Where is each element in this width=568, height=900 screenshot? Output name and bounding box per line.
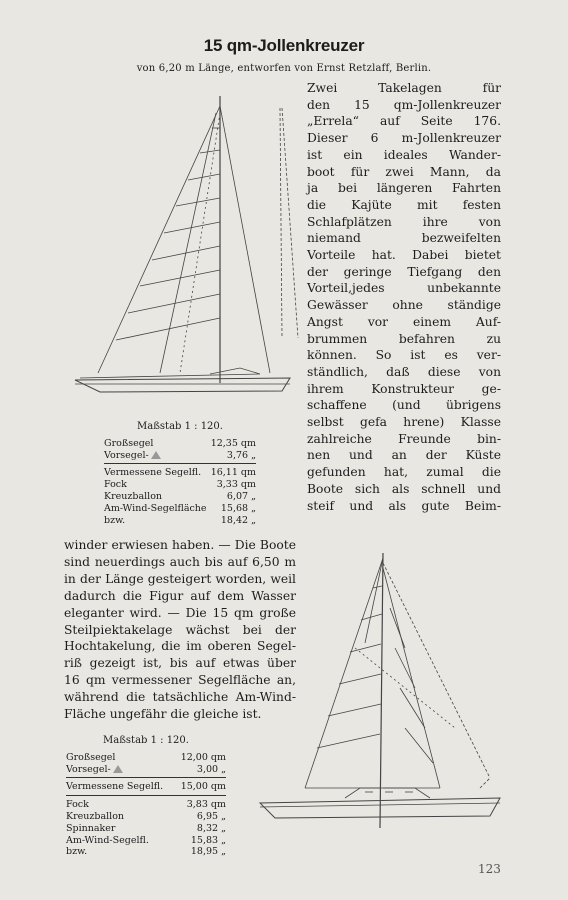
- text-line: brummen befahren zu: [307, 331, 501, 346]
- text-line: können. So ist es ver-: [307, 348, 501, 363]
- text-line: Vorteil,jedes unbekannte: [307, 281, 501, 296]
- text-line: Steilpiektakelage wächst bei der: [64, 622, 296, 637]
- scale-label: Maßstab 1 : 120.: [103, 735, 189, 746]
- spec-table-bottom: [66, 735, 226, 858]
- triangle-icon: [113, 765, 123, 773]
- text-line: während die tatsächliche Am-Wind-: [64, 690, 296, 705]
- text-line: den 15 qm-Jollenkreuzer: [307, 97, 501, 112]
- text-line: schaffene (und übrigens: [307, 398, 501, 413]
- text-line: Gewässer ohne ständige: [307, 298, 501, 313]
- text-line: Boote sich als schnell und: [307, 481, 501, 496]
- text-line: riß gezeigt ist, bis auf etwas über: [64, 656, 296, 671]
- text-line: Zwei Takelagen für: [307, 81, 501, 95]
- page-subtitle: von 6,20 m Länge, entworfen von Ernst Retzlaff, Berlin.: [136, 63, 432, 74]
- spec-row: Großsegel 12,35 qm: [104, 437, 256, 449]
- text-line: niemand bezweifelten: [307, 231, 501, 246]
- triangle-icon: [151, 451, 161, 459]
- page-number: 123: [478, 862, 501, 876]
- text-line: Hochtakelung, die im oberen Segel-: [64, 639, 296, 654]
- divider: [66, 795, 226, 796]
- right-column-text: [307, 80, 501, 514]
- spec-row: Fock 3,83 qm: [66, 799, 226, 811]
- spec-row: Kreuzballon 6,95 „: [66, 810, 226, 822]
- text-line: der geringe Tiefgang den: [307, 264, 501, 279]
- spec-row: bzw. 18,42 „: [104, 514, 256, 526]
- text-line: Schlafplätzen ihre von: [307, 214, 501, 229]
- spec-row: Kreuzballon 6,07 „: [104, 490, 256, 502]
- spec-row: Am-Wind-Segelfläche 15,68 „: [104, 502, 256, 514]
- spec-row: Vermessene Segelfl. 15,00 qm: [66, 781, 226, 793]
- divider: [66, 777, 226, 778]
- spec-row: Fock 3,33 qm: [104, 479, 256, 491]
- page-title: 15 qm-Jollenkreuzer: [203, 36, 365, 55]
- text-line: ständlich, daß diese von: [307, 364, 501, 379]
- text-line: zahlreiche Freunde bin-: [307, 431, 501, 446]
- text-line: ja bei längeren Fahrten: [307, 181, 501, 196]
- spec-table-top: [104, 421, 256, 526]
- spec-row: Großsegel 12,00 qm: [66, 751, 226, 763]
- spec-row: Am-Wind-Segelfl. 15,83 „: [66, 834, 226, 846]
- text-line: ist ein ideales Wander-: [307, 147, 501, 162]
- text-line: 16 qm vermessener Segelfläche an,: [64, 673, 296, 688]
- text-line: dadurch die Figur auf dem Wasser: [64, 588, 296, 603]
- text-line: „Errela“ auf Seite 176.: [307, 114, 501, 129]
- text-line: ihrem Konstrukteur ge-: [307, 381, 501, 396]
- sail-plan-top-drawing: [60, 88, 310, 408]
- text-line: eleganter wird. — Die 15 qm große: [64, 605, 296, 620]
- text-line: nen und an der Küste: [307, 448, 501, 463]
- spec-row: Spinnaker 8,32 „: [66, 822, 226, 834]
- text-line: selbst gefa hrene) Klasse: [307, 415, 501, 430]
- text-line: steif und als gute Beim-: [307, 498, 501, 513]
- text-line: Dieser 6 m-Jollenkreuzer: [307, 131, 501, 146]
- text-line: Fläche ungefähr die gleiche ist.: [64, 707, 262, 722]
- text-line: boot für zwei Mann, da: [307, 164, 501, 179]
- text-line: winder erwiesen haben. — Die Boote: [64, 538, 296, 552]
- spec-row: Vorsegel- 3,76 „: [104, 449, 256, 461]
- spec-row: bzw. 18,95 „: [66, 846, 226, 858]
- text-line: sind neuerdings auch bis auf 6,50 m: [64, 554, 296, 569]
- divider: [104, 463, 256, 464]
- text-line: Angst vor einem Auf-: [307, 314, 501, 329]
- text-line: die Kajüte mit festen: [307, 197, 501, 212]
- text-line: in der Länge gesteigert worden, weil: [64, 571, 296, 586]
- scale-label: Maßstab 1 : 120.: [137, 421, 223, 432]
- spec-row: Vorsegel- 3,00 „: [66, 763, 226, 775]
- text-line: Vorteile hat. Dabei bietet: [307, 248, 501, 263]
- sail-plan-bottom-drawing: [255, 548, 515, 843]
- spec-row: Vermessene Segelfl. 16,11 qm: [104, 467, 256, 479]
- text-line: gefunden hat, zumal die: [307, 465, 501, 480]
